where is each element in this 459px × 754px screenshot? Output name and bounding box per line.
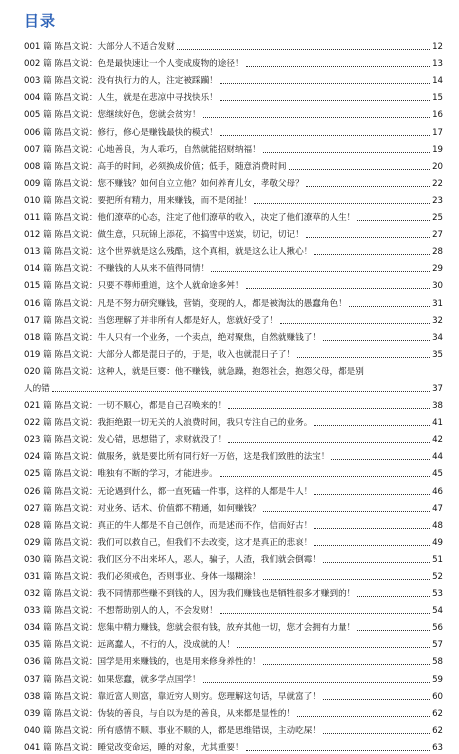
toc-entry[interactable]: [24, 173, 443, 190]
toc-entry[interactable]: [24, 480, 443, 497]
entry-title: 陈昌文说：远离蠢人，不行的人，没成就的人！: [54, 640, 235, 651]
entry-page-number: 54: [432, 606, 443, 617]
dot-leader: [211, 271, 430, 272]
entry-page-number: 49: [432, 537, 443, 548]
entry-title: 陈昌文说：您集中精力赚钱，您就会很有钱，放弃其他一切，您才会拥有力量！: [54, 623, 356, 634]
entry-title: 陈昌文说：大部分人不适合发财: [54, 42, 175, 53]
dot-leader: [297, 716, 430, 717]
dot-leader: [263, 664, 430, 665]
dot-leader: [314, 545, 430, 546]
dot-leader: [331, 459, 430, 460]
entry-number: 008 篇: [24, 161, 52, 172]
entry-number: 004 篇: [24, 93, 52, 104]
dot-leader: [323, 562, 430, 563]
toc-entry[interactable]: [24, 121, 443, 138]
dot-leader: [52, 391, 430, 392]
dot-leader: [228, 442, 430, 443]
dot-leader: [254, 203, 430, 204]
dot-leader: [323, 699, 430, 700]
toc-entry[interactable]: [24, 139, 443, 156]
entry-page-number: 34: [432, 332, 443, 343]
toc-entry[interactable]: [24, 53, 443, 70]
entry-number: 040 篇: [24, 725, 52, 736]
entry-number: 017 篇: [24, 315, 52, 326]
entry-title: 陈昌文说：伪装的善良，与自以为是的善良，从来都是显性的！: [54, 708, 296, 719]
entry-number: 014 篇: [24, 264, 52, 275]
toc-list: [24, 36, 443, 754]
dot-leader: [220, 476, 430, 477]
entry-title: 陈昌文说：靠近富人则富，靠近穷人则穷。您理解这句话，早就富了！: [54, 691, 321, 702]
entry-title: 陈昌文说：色是最快速让一个人变成废物的途径！: [54, 59, 244, 70]
entry-page-number: 13: [432, 59, 443, 70]
dot-leader: [357, 596, 430, 597]
entry-number: 031 篇: [24, 572, 52, 582]
dot-leader: [220, 613, 430, 614]
dot-leader: [246, 288, 431, 289]
entry-page-number: 41: [432, 418, 443, 429]
entry-number: 036 篇: [24, 657, 52, 668]
dot-leader: [306, 237, 430, 238]
entry-title: 陈昌文说：大部分人都是混日子的，于是，收入也就混日子了！: [54, 349, 296, 360]
entry-page-number: 16: [432, 110, 443, 121]
entry-number: 009 篇: [24, 178, 52, 189]
toc-entry[interactable]: [24, 463, 443, 480]
entry-title: 陈昌文说：要把所有精力，用来赚钱，而不是闭扯！: [54, 195, 253, 206]
entry-page-number: 48: [432, 520, 443, 531]
toc-entry[interactable]: [24, 686, 443, 703]
dot-leader: [177, 49, 430, 50]
entry-number: 010 篇: [24, 195, 52, 206]
entry-number: 019 篇: [24, 349, 52, 360]
dot-leader: [263, 579, 430, 580]
entry-page-number: 51: [432, 554, 443, 565]
dot-leader: [306, 186, 430, 187]
entry-number: 007 篇: [24, 144, 52, 155]
entry-number: 027 篇: [24, 503, 52, 514]
dot-leader: [297, 357, 430, 358]
entry-title: 陈昌文说：睡觉改变命运，睡的对象，尤其重要！: [54, 742, 244, 753]
entry-number: 039 篇: [24, 708, 52, 719]
entry-title: 人的错: [24, 383, 50, 394]
toc-entry[interactable]: [24, 327, 443, 344]
entry-page-number: 58: [432, 657, 443, 668]
dot-leader: [263, 152, 430, 153]
entry-page-number: 56: [432, 623, 443, 634]
entry-page-number: 27: [432, 230, 443, 241]
entry-title: 陈昌文说：人生，就是在悲凉中寻找快乐！: [54, 93, 218, 104]
entry-number: 035 篇: [24, 640, 52, 651]
entry-title: 陈昌文说：唯独有不断的学习，才能进步。: [54, 469, 218, 480]
entry-page-number: 28: [432, 247, 443, 258]
entry-title: 陈昌文说：我们可以救自己，但我们不去改变，这才是真正的悲哀！: [54, 537, 313, 548]
dot-leader: [246, 66, 431, 67]
dot-leader: [203, 682, 430, 683]
entry-title: 陈昌文说：不想帮助别人的人，不会发财！: [54, 606, 218, 617]
entry-page-number: 31: [432, 298, 443, 309]
page-title: 目录: [24, 12, 57, 30]
toc-entry[interactable]: [24, 395, 443, 412]
toc-entry-continuation[interactable]: [24, 378, 443, 395]
entry-page-number: 12: [432, 42, 443, 53]
dot-leader: [323, 340, 430, 341]
toc-entry[interactable]: [24, 498, 443, 515]
entry-page-number: 22: [432, 178, 443, 189]
entry-number: 022 篇: [24, 418, 52, 429]
entry-title: 陈昌文说：我们区分不出来坏人，恶人，骗子，人渣，我们就会倒霉！: [54, 554, 321, 565]
entry-number: 006 篇: [24, 127, 52, 138]
entry-number: 037 篇: [24, 674, 52, 685]
toc-entry[interactable]: [24, 429, 443, 446]
entry-title: 陈昌文说：这种人，就是巨婴：他不赚钱，就急躁，抱怨社会，抱怨父母，都是别: [54, 366, 364, 377]
entry-page-number: 20: [432, 161, 443, 172]
dot-leader: [237, 647, 430, 648]
entry-title: 陈昌文说：不赚钱的人从来不值得同情！: [54, 264, 210, 275]
entry-number: 020 篇: [24, 366, 52, 377]
toc-entry[interactable]: [24, 583, 443, 600]
entry-title: 陈昌文说：做服务，就是要比所有同行好一万倍，这是我们致胜的法宝！: [54, 452, 330, 463]
entry-title: 陈昌文说：真正的牛人都是不自己创作，而是述而不作，信而好古！: [54, 520, 313, 531]
toc-entry[interactable]: [24, 87, 443, 104]
toc-entry[interactable]: [24, 668, 443, 685]
entry-page-number: 37: [432, 383, 443, 394]
entry-title: 陈昌文说：一切不顺心，都是自己召唤来的！: [54, 401, 227, 412]
entry-number: 016 篇: [24, 298, 52, 309]
entry-number: 015 篇: [24, 281, 52, 292]
entry-number: 012 篇: [24, 230, 52, 241]
entry-title: 陈昌文说：如果您蠢，就多学点国学！: [54, 674, 201, 685]
entry-title: 陈昌文说：这个世界就是这么残酷，这个真相，就是这么让人揪心！: [54, 247, 313, 258]
entry-title: 陈昌文说：我不同情那些赚不到钱的人，因为我们赚钱也是牺牲很多才赚到的！: [54, 589, 356, 600]
entry-page-number: 62: [432, 725, 443, 736]
entry-title: 陈昌文说：所有感情不顺、事业不顺的人，都是思维错误，主动吃屎！: [54, 725, 321, 736]
entry-title: 陈昌文说：无论遇到什么，都一直死磕一件事，这样的人都是牛人！: [54, 486, 313, 497]
toc-entry[interactable]: [24, 292, 443, 309]
entry-page-number: 32: [432, 315, 443, 326]
entry-page-number: 14: [432, 76, 443, 87]
entry-page-number: 42: [432, 435, 443, 446]
entry-number: 034 篇: [24, 623, 52, 634]
dot-leader: [246, 750, 431, 751]
toc-entry[interactable]: [24, 651, 443, 668]
entry-number: 030 篇: [24, 554, 52, 565]
entry-number: 028 篇: [24, 520, 52, 531]
toc-entry[interactable]: [24, 224, 443, 241]
entry-page-number: 44: [432, 452, 443, 463]
dot-leader: [220, 135, 430, 136]
toc-entry[interactable]: [24, 720, 443, 737]
dot-leader: [314, 254, 430, 255]
entry-page-number: 57: [432, 640, 443, 651]
entry-title: 陈昌文说：发心错，思想错了，求财就没了！: [54, 435, 227, 446]
dot-leader: [323, 733, 430, 734]
dot-leader: [228, 408, 430, 409]
toc-entry[interactable]: [24, 104, 443, 121]
dot-leader: [203, 117, 430, 118]
toc-entry[interactable]: [24, 446, 443, 463]
toc-entry[interactable]: [24, 549, 443, 566]
entry-title: 陈昌文说：没有执行力的人，注定被踩躏！: [54, 76, 218, 87]
entry-title: 陈昌文说：高手的时间，必须换成价值；低手，随意消费时间: [54, 161, 287, 172]
entry-number: 003 篇: [24, 76, 52, 87]
entry-title: 陈昌文说：牛人只有一个业务，一个卖点，绝对聚焦，自然就赚钱了！: [54, 332, 321, 343]
toc-entry[interactable]: [24, 156, 443, 173]
dot-leader: [314, 494, 430, 495]
toc-entry[interactable]: [24, 275, 443, 292]
toc-entry[interactable]: [24, 566, 443, 583]
entry-title: 陈昌文说：我们必须戒色，否则事业、身体一塌糊涂！: [54, 572, 261, 582]
dot-leader: [357, 630, 430, 631]
entry-page-number: 35: [432, 349, 443, 360]
entry-page-number: 45: [432, 469, 443, 480]
toc-entry[interactable]: [24, 36, 443, 53]
entry-title: 陈昌文说：您继续好色，您就会贫穷！: [54, 110, 201, 121]
entry-title: 陈昌文说：只要不尊师重道，这个人就命途多舛！: [54, 281, 244, 292]
entry-page-number: 53: [432, 589, 443, 600]
entry-page-number: 47: [432, 503, 443, 514]
toc-entry[interactable]: [24, 737, 443, 754]
entry-number: 026 篇: [24, 486, 52, 497]
entry-title: 陈昌文说：凡是不努力研究赚钱，营销，变现的人，都是被淘汰的愚蠢角色！: [54, 298, 347, 309]
toc-entry[interactable]: [24, 258, 443, 275]
entry-number: 023 篇: [24, 435, 52, 446]
entry-page-number: 62: [432, 708, 443, 719]
entry-title: 陈昌文说：您不赚钱？如何自立立他？如何养育儿女，孝敬父母？: [54, 178, 304, 189]
entry-number: 018 篇: [24, 332, 52, 343]
entry-title: 陈昌文说：修行，修心是赚钱最快的模式！: [54, 127, 218, 138]
toc-entry[interactable]: [24, 532, 443, 549]
entry-number: 002 篇: [24, 59, 52, 70]
toc-entry[interactable]: [24, 600, 443, 617]
entry-number: 032 篇: [24, 589, 52, 600]
entry-page-number: 25: [432, 213, 443, 224]
entry-title: 陈昌文说：对业务、话术、价值都不精通，如何赚钱？: [54, 503, 261, 514]
entry-number: 021 篇: [24, 401, 52, 412]
toc-entry[interactable]: [24, 634, 443, 651]
dot-leader: [357, 220, 430, 221]
entry-title: 陈昌文说：心地善良，为人乖巧，自然就能招财纳福！: [54, 144, 261, 155]
dot-leader: [314, 528, 430, 529]
entry-title: 陈昌文说：他们潦草的心态，注定了他们潦草的收入，决定了他们潦草的人生！: [54, 213, 356, 224]
entry-number: 005 篇: [24, 110, 52, 121]
entry-page-number: 15: [432, 93, 443, 104]
toc-entry[interactable]: [24, 412, 443, 429]
entry-title: 陈昌文说：做生意，只玩锦上添花，不搞雪中送炭，切记，切记！: [54, 230, 304, 241]
entry-page-number: 59: [432, 674, 443, 685]
entry-number: 001 篇: [24, 42, 52, 53]
entry-title: 陈昌文说：当您理解了并非所有人都是好人，您就好受了！: [54, 315, 278, 326]
entry-number: 025 篇: [24, 469, 52, 480]
dot-leader: [220, 100, 430, 101]
entry-page-number: 29: [432, 264, 443, 275]
entry-page-number: 17: [432, 127, 443, 138]
dot-leader: [280, 323, 430, 324]
dot-leader: [349, 306, 430, 307]
entry-number: 033 篇: [24, 606, 52, 617]
entry-number: 041 篇: [24, 742, 52, 753]
entry-page-number: 52: [432, 572, 443, 582]
toc-entry[interactable]: [24, 344, 443, 361]
entry-page-number: 23: [432, 195, 443, 206]
toc-entry[interactable]: [24, 617, 443, 634]
entry-number: 013 篇: [24, 247, 52, 258]
dot-leader: [314, 425, 430, 426]
toc-entry[interactable]: [24, 70, 443, 87]
toc-entry[interactable]: [24, 190, 443, 207]
toc-entry[interactable]: [24, 515, 443, 532]
toc-entry[interactable]: [24, 703, 443, 720]
dot-leader: [289, 169, 431, 170]
entry-page-number: 19: [432, 144, 443, 155]
entry-page-number: 46: [432, 486, 443, 497]
entry-title: 陈昌文说：国学是用来赚钱的，也是用来修身养性的！: [54, 657, 261, 668]
toc-entry[interactable]: [24, 241, 443, 258]
entry-number: 038 篇: [24, 691, 52, 702]
entry-page-number: 60: [432, 691, 443, 702]
entry-number: 024 篇: [24, 452, 52, 463]
entry-page-number: 38: [432, 401, 443, 412]
toc-entry[interactable]: [24, 310, 443, 327]
dot-leader: [263, 511, 430, 512]
entry-number: 011 篇: [24, 213, 52, 224]
toc-entry[interactable]: [24, 361, 443, 378]
dot-leader: [220, 83, 430, 84]
entry-title: 陈昌文说：我拒绝跟一切无关的人浪费时间，我只专注自己的业务。: [54, 418, 313, 429]
entry-number: 029 篇: [24, 537, 52, 548]
entry-page-number: 63: [432, 742, 443, 753]
entry-page-number: 30: [432, 281, 443, 292]
toc-entry[interactable]: [24, 207, 443, 224]
